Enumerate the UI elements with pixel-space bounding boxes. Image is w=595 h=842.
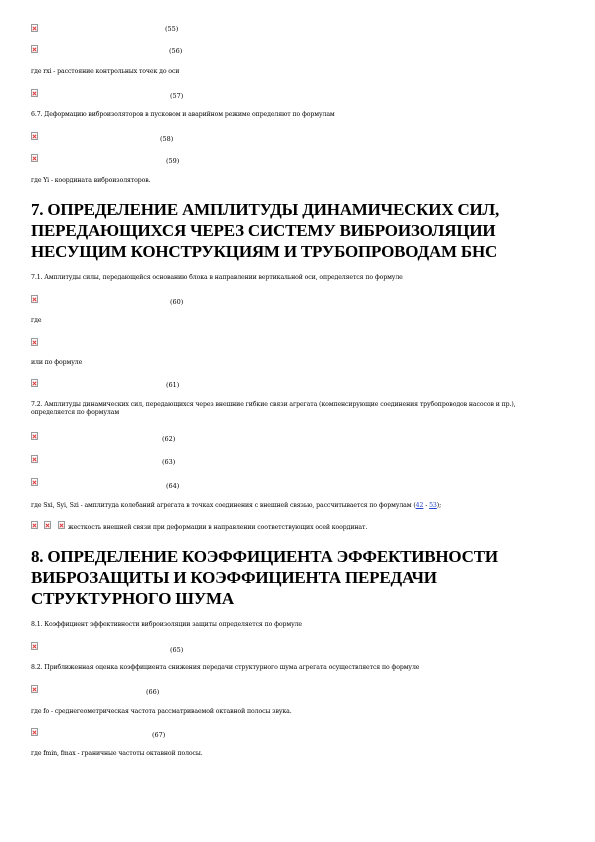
- equation-number-60: (60): [170, 298, 184, 306]
- formula-64-image-icon: [31, 478, 38, 486]
- stiffness-y-image-icon: [44, 521, 51, 529]
- equation-number-61: (61): [166, 381, 180, 389]
- text-sxi-definition: [31, 502, 441, 510]
- text-dash: -: [423, 502, 430, 509]
- link-formula-42[interactable]: 42: [415, 502, 424, 509]
- equation-number-55: (55): [165, 25, 179, 33]
- text-yi-definition: где Yi - координата виброизоляторов.: [31, 177, 151, 184]
- formula-58-image-icon: [31, 132, 38, 140]
- formula-65-image-icon: [31, 642, 38, 650]
- text-where: где: [31, 317, 42, 324]
- equation-number-63: (63): [162, 458, 176, 466]
- section-8-heading: 8. ОПРЕДЕЛЕНИЕ КОЭФФИЦИЕНТА ЭФФЕКТИВНОСТИ ВИБРОЗАЩИТЫ И КОЭФФИЦИЕНТА ПЕРЕДАЧИ СТРУКТУРНОГО ШУМА: [31, 547, 498, 608]
- formula-63-image-icon: [31, 455, 38, 463]
- text-or-formula: или по формуле: [31, 359, 83, 366]
- formula-57-image-icon: [31, 89, 38, 97]
- text-stiffness: жесткость внешней связи при деформации в направлении соответствующих осей координат.: [68, 524, 368, 531]
- paragraph-8-1: 8.1. Коэффициент эффективности виброизоляции защиты определяется по формуле: [31, 621, 302, 628]
- equation-number-66: (66): [146, 688, 160, 696]
- equation-number-58: (58): [160, 135, 174, 143]
- formula-55-image-icon: [31, 24, 38, 32]
- text-fmin-fmax-definition: где fmin, fmax - граничные частоты октавной полосы.: [31, 750, 203, 757]
- equation-number-65: (65): [170, 646, 184, 654]
- equation-number-67: (67): [152, 731, 166, 739]
- paragraph-6-7: 6.7. Деформацию виброизоляторов в пусковом и аварийном режиме определяют по формулам: [31, 111, 335, 118]
- equation-number-62: (62): [162, 435, 176, 443]
- equation-number-59: (59): [166, 157, 180, 165]
- stiffness-z-image-icon: [58, 521, 65, 529]
- section-7-heading: 7. ОПРЕДЕЛЕНИЕ АМПЛИТУДЫ ДИНАМИЧЕСКИХ СИЛ, ПЕРЕДАЮЩИХСЯ ЧЕРЕЗ СИСТЕМУ ВИБРОИЗОЛЯЦИИ НЕСУЩИМ КОНСТРУКЦИЯМ И ТРУБОПРОВОДАМ БНС: [31, 200, 500, 261]
- formula-66-image-icon: [31, 685, 38, 693]
- text-sxi-prefix: где Sxi, Syi, Szi - амплитуда колебаний агрегата в точках соединения с внешней связью, рассчитывается по формулам (: [31, 502, 416, 509]
- text-ri-definition: где rxi - расстояние контрольных точек до оси: [31, 68, 180, 75]
- formula-60-image-icon: [31, 295, 38, 303]
- paragraph-8-2: 8.2. Приближенная оценка коэффициента снижения передачи структурного шума агрегата осуществляется по формуле: [31, 664, 420, 671]
- paragraph-7-1: 7.1. Амплитуды силы, передающейся основанию блока в направлении вертикальной оси, определяется по формуле: [31, 274, 403, 281]
- link-formula-53[interactable]: 53: [429, 502, 437, 509]
- equation-number-56: (56): [169, 47, 183, 55]
- text-fo-definition: где fо - среднегеометрическая частота рассматриваемой октавной полосы звука.: [31, 708, 292, 715]
- formula-62-image-icon: [31, 432, 38, 440]
- stiffness-x-image-icon: [31, 521, 38, 529]
- formula-61-image-icon: [31, 379, 38, 387]
- formula-59-image-icon: [31, 154, 38, 162]
- equation-number-64: (64): [166, 482, 180, 490]
- formula-67-image-icon: [31, 728, 38, 736]
- formula-image-icon: [31, 338, 38, 346]
- paragraph-7-2: 7.2. Амплитуды динамических сил, передающихся через внешние гибкие связи агрегата (компенсирующие соединения трубопроводов насосов и пр.), определяется по формулам: [31, 401, 516, 416]
- text-sxi-suffix: );: [436, 502, 442, 509]
- formula-56-image-icon: [31, 45, 38, 53]
- equation-number-57: (57): [170, 92, 184, 100]
